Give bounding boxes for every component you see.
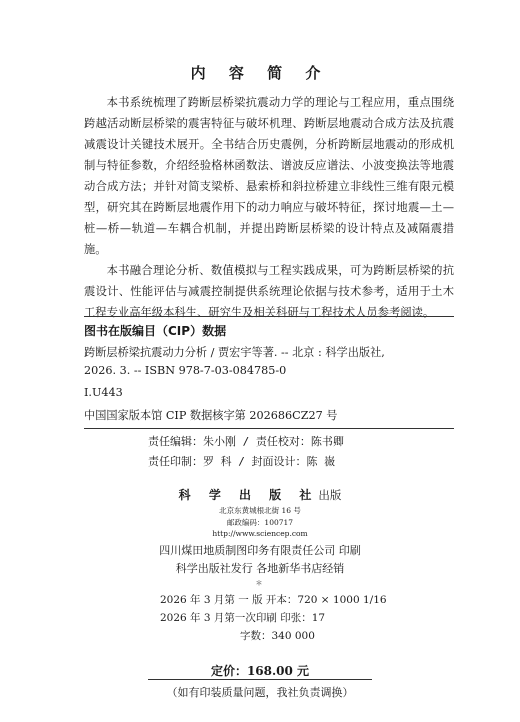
publisher-address: 北京东黄城根北街 16 号 xyxy=(219,506,301,515)
cip-line-classification: Ⅰ.U443 xyxy=(84,386,123,399)
cip-line-isbn: 2026. 3. -- ISBN 978-7-03-084785-0 xyxy=(84,364,287,377)
price-amount: 168.00 元 xyxy=(246,664,310,678)
distribution-line: 科学出版社发行 各地新华书店经销 xyxy=(175,562,345,575)
edition-word-count: 字数：340 000 xyxy=(240,630,315,642)
publisher-postcode: 邮政编码：100717 xyxy=(226,518,294,527)
price-divider xyxy=(148,679,372,680)
price-label: 定价： xyxy=(210,664,247,678)
edition-format: 2026 年 3 月第 一 版 开本：720 × 1000 1/16 xyxy=(160,594,387,606)
abstract-paragraph-2: 本书融合理论分析、数值模拟与工程实践成果，可为跨断层桥梁的抗震设计、性能评估与减震控制提供系统理论依据与技术参考，适用于土木工程专业高年级本科生、研究生及相关科研与工程技术人员参考阅读。 xyxy=(84,264,454,319)
credits-editor-proofreader: 责任编辑：朱小刚 / 责任校对：陈书卿 xyxy=(148,435,344,448)
edition-printing: 2026 年 3 月第一次印刷 印张：17 xyxy=(160,612,326,624)
publisher-line xyxy=(0,486,520,503)
cip-heading: 图书在版编目（CIP）数据 xyxy=(84,324,227,338)
ornament-divider: ＊ xyxy=(255,579,265,587)
page-title: 内 容 简 介 xyxy=(190,64,330,82)
credits-printing-cover: 责任印制：罗 科 / 封面设计：陈 嶶 xyxy=(148,455,336,468)
publisher-website: http://www.sciencep.com xyxy=(212,529,308,538)
abstract-paragraph-1: 本书系统梳理了跨断层桥梁抗震动力学的理论与工程应用，重点围绕跨越活动断层桥梁的震害特征与破坏机理、跨断层地震动合成方法及抗震减震设计关键技术展开。全书结合历史震例，分析跨断层地震动的形成机制与特征参数，介绍经验格林函数法、谱波反应谱法、小波变换法等地震动合成方法；并针对简支梁桥、悬索桥和斜拉桥建立非线性三维有限元模型，研究其在跨断层地震作用下的动力响应与破坏特征，探讨地震—土—桩—桥—轨道—车耦合机制，并提出跨断层桥梁的设计特点及减隔震措施。 xyxy=(84,96,454,256)
cip-top-divider xyxy=(84,316,454,317)
cip-line-record-number: 中国国家版本馆 CIP 数据核字第 202686CZ27 号 xyxy=(84,409,338,422)
quality-notice: （如有印装质量问题，我社负责调换） xyxy=(166,686,354,699)
cip-bottom-divider xyxy=(84,428,454,429)
price xyxy=(0,662,520,679)
cip-line-title: 跨断层桥梁抗震动力分析 / 贾宏宇等著. -- 北京 : 科学出版社, xyxy=(84,346,385,359)
publisher-name: 科 学 出 版 社 xyxy=(178,488,319,502)
printer-line: 四川煤田地质制图印务有限责任公司 印刷 xyxy=(159,544,361,557)
abstract xyxy=(84,92,454,323)
publisher-suffix: 出版 xyxy=(318,488,342,502)
